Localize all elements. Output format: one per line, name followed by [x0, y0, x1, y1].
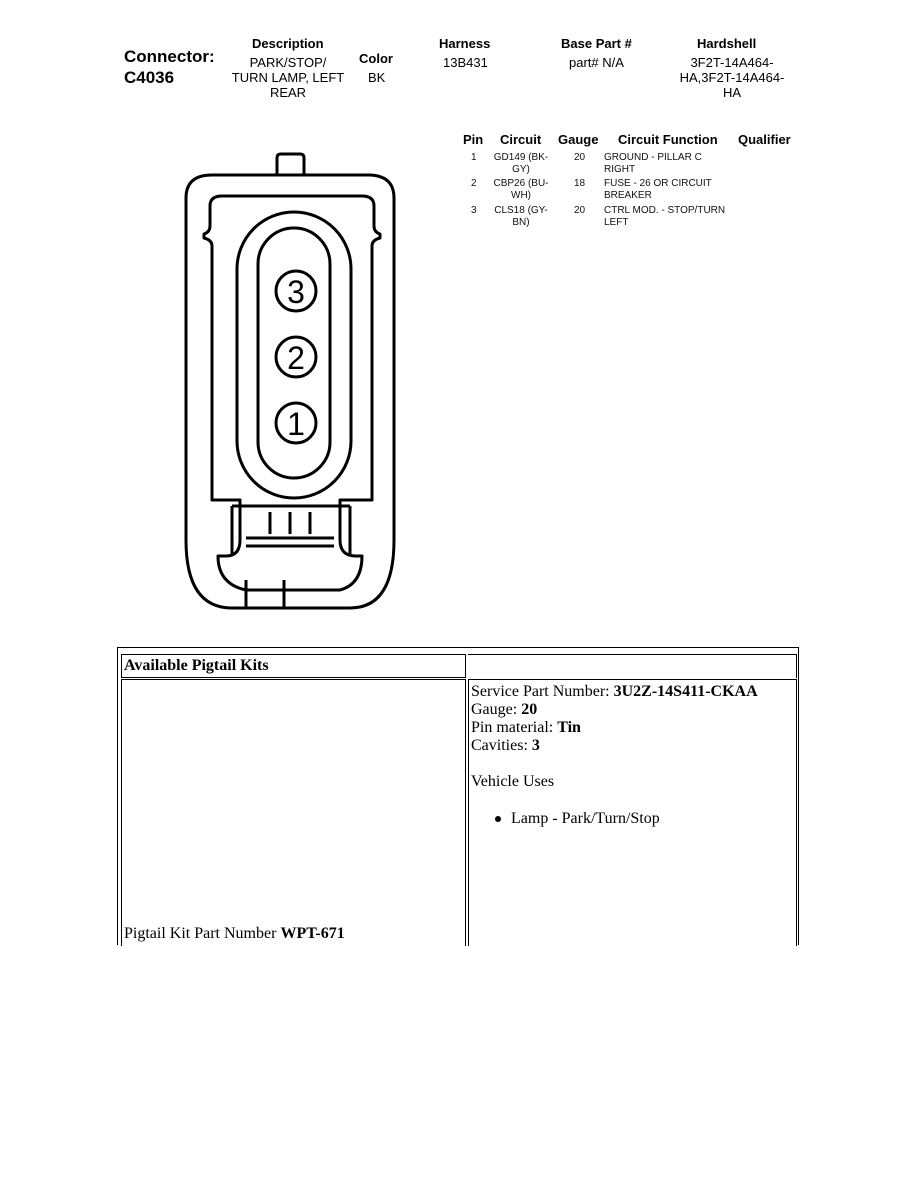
header-color: Color: [359, 51, 393, 66]
latch-tab: [277, 154, 304, 174]
pin-circuit: [488, 178, 554, 202]
pigtail-kit-cell: [121, 679, 466, 946]
color-value: BK: [368, 70, 386, 85]
connector-face-diagram: [170, 150, 410, 612]
pigtail-kits-table: [117, 647, 799, 945]
pin-circuit-line: CLS18 (GY-: [494, 205, 548, 216]
service-part-label: Service Part Number:: [471, 683, 614, 700]
vehicle-uses-item: [471, 810, 758, 828]
header-base-part: Base Part #: [561, 36, 632, 51]
header-harness: Harness: [439, 36, 491, 51]
pigtail-header-right: [468, 654, 797, 678]
hardshell-line: HA,3F2T-14A464-: [679, 70, 785, 85]
connector-label-title: Connector:: [124, 47, 215, 66]
pin-material-line: [471, 719, 758, 737]
connector-label: [124, 46, 215, 88]
pin-header: Pin: [463, 132, 484, 147]
harness-value: 13B431: [443, 55, 488, 70]
description-line: TURN LAMP, LEFT: [231, 70, 345, 85]
hardshell-line: 3F2T-14A464-: [690, 55, 774, 70]
gauge-label: Gauge:: [471, 701, 522, 718]
pigtail-kit-part: [124, 925, 345, 943]
kit-part-number: WPT-671: [280, 925, 345, 942]
pin-1-label: 1: [287, 406, 305, 442]
qualifier-header: Qualifier: [738, 132, 791, 147]
pin-gauge: 20: [574, 205, 586, 216]
pin-gauge: 20: [574, 152, 586, 163]
pin-circuit-line: CBP26 (BU-: [493, 178, 549, 189]
header-description: Description: [252, 36, 324, 51]
description-line: PARK/STOP/: [249, 55, 327, 70]
vehicle-use-text: Lamp - Park/Turn/Stop: [511, 810, 660, 827]
connector-inner-wall: [204, 196, 380, 590]
gauge-header: Gauge: [558, 132, 599, 147]
pin-material-label: Pin material:: [471, 719, 558, 736]
pin-number: 2: [471, 178, 477, 189]
pin-circuit-line: BN): [512, 217, 530, 228]
vehicle-uses-label: Vehicle Uses: [471, 773, 555, 790]
pin-function: [604, 178, 712, 202]
pigtail-title: Available Pigtail Kits: [124, 657, 269, 674]
pin-function-line: RIGHT: [604, 164, 636, 175]
pin-function-line: LEFT: [604, 217, 629, 228]
service-part-number: 3U2Z-14S411-CKAA: [613, 683, 758, 700]
connector-id: C4036: [124, 68, 175, 87]
pin-function: [604, 205, 725, 229]
connector-outer-shell: [186, 175, 394, 608]
circuit-function-header: Circuit Function: [618, 132, 718, 147]
hardshell-value: [664, 55, 800, 100]
service-part-line: [471, 683, 758, 701]
gauge-line: [471, 701, 758, 719]
circuit-header: Circuit: [500, 132, 542, 147]
pin-function-line: CTRL MOD. - STOP/TURN: [604, 205, 726, 216]
description-line: REAR: [269, 85, 307, 100]
hardshell-line: HA: [722, 85, 742, 100]
pin-circuit-line: GD149 (BK-: [493, 152, 549, 163]
pin-3-label: 3: [287, 274, 305, 310]
bullet-icon: [495, 816, 501, 822]
pigtail-details: [471, 683, 758, 828]
description-value: [222, 55, 354, 100]
cavities-line: [471, 737, 758, 755]
pin-circuit-line: GY): [512, 164, 530, 175]
pin-function-line: FUSE - 26 OR CIRCUIT: [604, 178, 712, 189]
cavities-label: Cavities:: [471, 737, 532, 754]
gauge-value: 20: [521, 701, 538, 718]
pigtail-title-cell: [121, 654, 466, 678]
pin-circuit-line: WH): [511, 190, 531, 201]
pigtail-details-cell: [468, 679, 797, 946]
pin-circuit: [488, 152, 554, 176]
base-part-value: part# N/A: [569, 55, 624, 70]
cavities-value: 3: [531, 737, 540, 754]
pin-function-line: GROUND - PILLAR C: [604, 152, 702, 163]
pin-function-line: BREAKER: [604, 190, 652, 201]
pin-number: 3: [471, 205, 477, 216]
kit-part-label: Pigtail Kit Part Number: [124, 925, 281, 942]
pin-gauge: 18: [574, 178, 586, 189]
pin-circuit: [488, 205, 554, 229]
header-hardshell: Hardshell: [697, 36, 757, 51]
pin-2-label: 2: [287, 340, 305, 376]
pin-number: 1: [471, 152, 477, 163]
pin-function: [604, 152, 702, 176]
pin-material-value: Tin: [557, 719, 581, 736]
